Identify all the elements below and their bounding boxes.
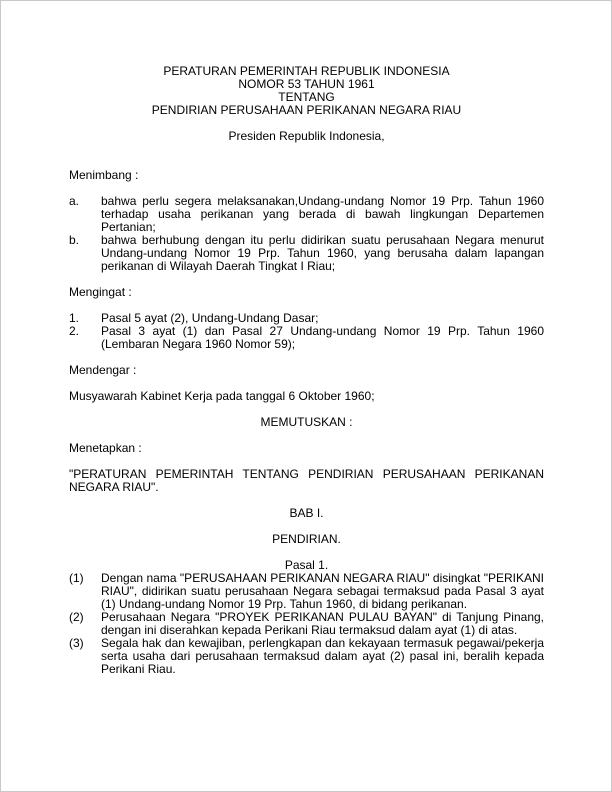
- decision-paragraph: "PERATURAN PEMERINTAH TENTANG PENDIRIAN PERUSAHAAN PERIKANAN NEGARA RIAU".: [69, 467, 544, 494]
- memutuskan-heading: MEMUTUSKAN :: [260, 415, 353, 429]
- menimbang-list: [69, 195, 544, 273]
- list-marker: 2.: [69, 324, 80, 338]
- list-text: Dengan nama "PERUSAHAAN PERIKANAN NEGARA RIAU" disingkat "PERIKANI RIAU", didirikan suatu perusahaan Negara sebagai termaksud pada Pasal 3 ayat (1) Undang-undang Nomor 19 Prp. Tahun 1960, di bidang perikanan.: [101, 571, 544, 611]
- mendengar-body: Musyawarah Kabinet Kerja pada tanggal 6 Oktober 1960;: [69, 389, 375, 403]
- title-line-3: TENTANG: [278, 90, 335, 104]
- list-marker: (3): [69, 636, 84, 650]
- list-text: bahwa perlu segera melaksanakan,Undang-undang Nomor 19 Prp. Tahun 1960 terhadap usaha perikanan yang berada di bawah lingkungan Departemen Pertanian;: [101, 194, 544, 234]
- list-text: Pasal 3 ayat (1) dan Pasal 27 Undang-undang Nomor 19 Prp. Tahun 1960 (Lembaran Negara 1960 Nomor 59);: [101, 324, 544, 351]
- pasal-list: [69, 572, 544, 676]
- bab-heading: BAB I.: [289, 506, 324, 520]
- list-item: [69, 195, 544, 234]
- menimbang-label: Menimbang :: [69, 168, 139, 182]
- list-item: [69, 325, 544, 351]
- list-item: [69, 611, 544, 637]
- list-marker: 1.: [69, 311, 80, 325]
- salutation: Presiden Republik Indonesia,: [228, 129, 385, 143]
- list-marker: (2): [69, 610, 84, 624]
- list-text: Segala hak dan kewajiban, perlengkapan dan kekayaan termasuk pegawai/pekerja serta usaha dari perusahaan termaksud dalam ayat (2) pasal ini, beralih kepada Perikani Riau.: [101, 636, 544, 676]
- menetapkan-label: Menetapkan :: [69, 441, 142, 455]
- list-marker: a.: [69, 194, 80, 208]
- list-text: Perusahaan Negara "PROYEK PERIKANAN PULAU BAYAN" di Tanjung Pinang, dengan ini diserahkan kepada Perikani Riau termaksud dalam ayat (1) di atas.: [101, 610, 544, 637]
- document-content: [1, 1, 611, 676]
- mengingat-list: [69, 312, 544, 351]
- title-block: [69, 65, 544, 117]
- list-marker: b.: [69, 233, 80, 247]
- title-line-4: PENDIRIAN PERUSAHAAN PERIKANAN NEGARA RIAU: [151, 103, 462, 117]
- title-line-2: NOMOR 53 TAHUN 1961: [238, 77, 375, 91]
- pasal-heading: Pasal 1.: [284, 558, 329, 572]
- list-text: bahwa berhubung dengan itu perlu didirikan suatu perusahaan Negara menurut Undang-undang Nomor 19 Prp. Tahun 1960, yang berusaha dalam lapangan perikanan di Wilayah Daerah Tingkat I Riau;: [101, 233, 544, 273]
- list-text: Pasal 5 ayat (2), Undang-Undang Dasar;: [101, 311, 319, 325]
- list-item: [69, 572, 544, 611]
- list-item: [69, 637, 544, 676]
- mendengar-label: Mendengar :: [69, 363, 137, 377]
- bab-title: PENDIRIAN.: [272, 532, 341, 546]
- mengingat-label: Mengingat :: [69, 285, 132, 299]
- list-marker: (1): [69, 571, 84, 585]
- list-item: [69, 234, 544, 273]
- title-line-1: PERATURAN PEMERINTAH REPUBLIK INDONESIA: [163, 64, 450, 78]
